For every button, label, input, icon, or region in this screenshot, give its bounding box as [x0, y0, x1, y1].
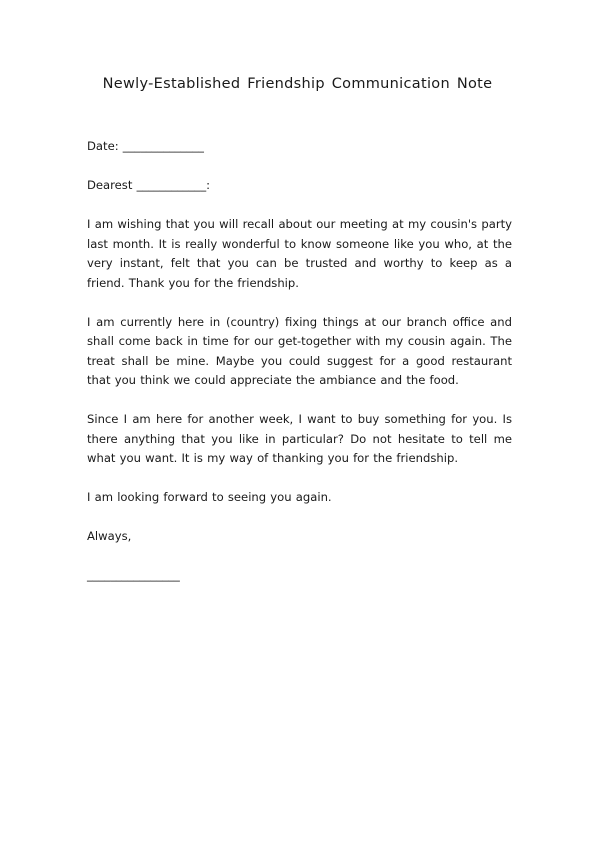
letter-body — [87, 137, 512, 605]
signature-line: ________________ — [87, 568, 180, 582]
paragraph-1: I am wishing that you will recall about our meeting at my cousin's party last month. It is really wonderful to know someone like you who, at the very instant, felt that you can be trusted and worthy to keep as a friend. Thank you for the friendship. — [87, 217, 512, 290]
document-title: Newly-Established Friendship Communication Note — [102, 76, 493, 92]
salutation: Dearest ____________: — [87, 178, 211, 192]
paragraph-2: I am currently here in (country) fixing things at our branch office and shall come back in time for our get-together with my cousin again. The treat shall be mine. Maybe you could suggest for a good restaurant that you think we could appreciate the ambiance and the food. — [87, 314, 512, 387]
closing: Always, — [87, 529, 132, 543]
date-line: Date: ______________ — [87, 139, 204, 153]
paragraph-3: Since I am here for another week, I want to buy something for you. Is there anything that you like in particular? Do not hesitate to tell me what you want. It is my way of thanking you for the friendship. — [87, 412, 512, 465]
paragraph-4: I am looking forward to seeing you again. — [87, 490, 332, 504]
